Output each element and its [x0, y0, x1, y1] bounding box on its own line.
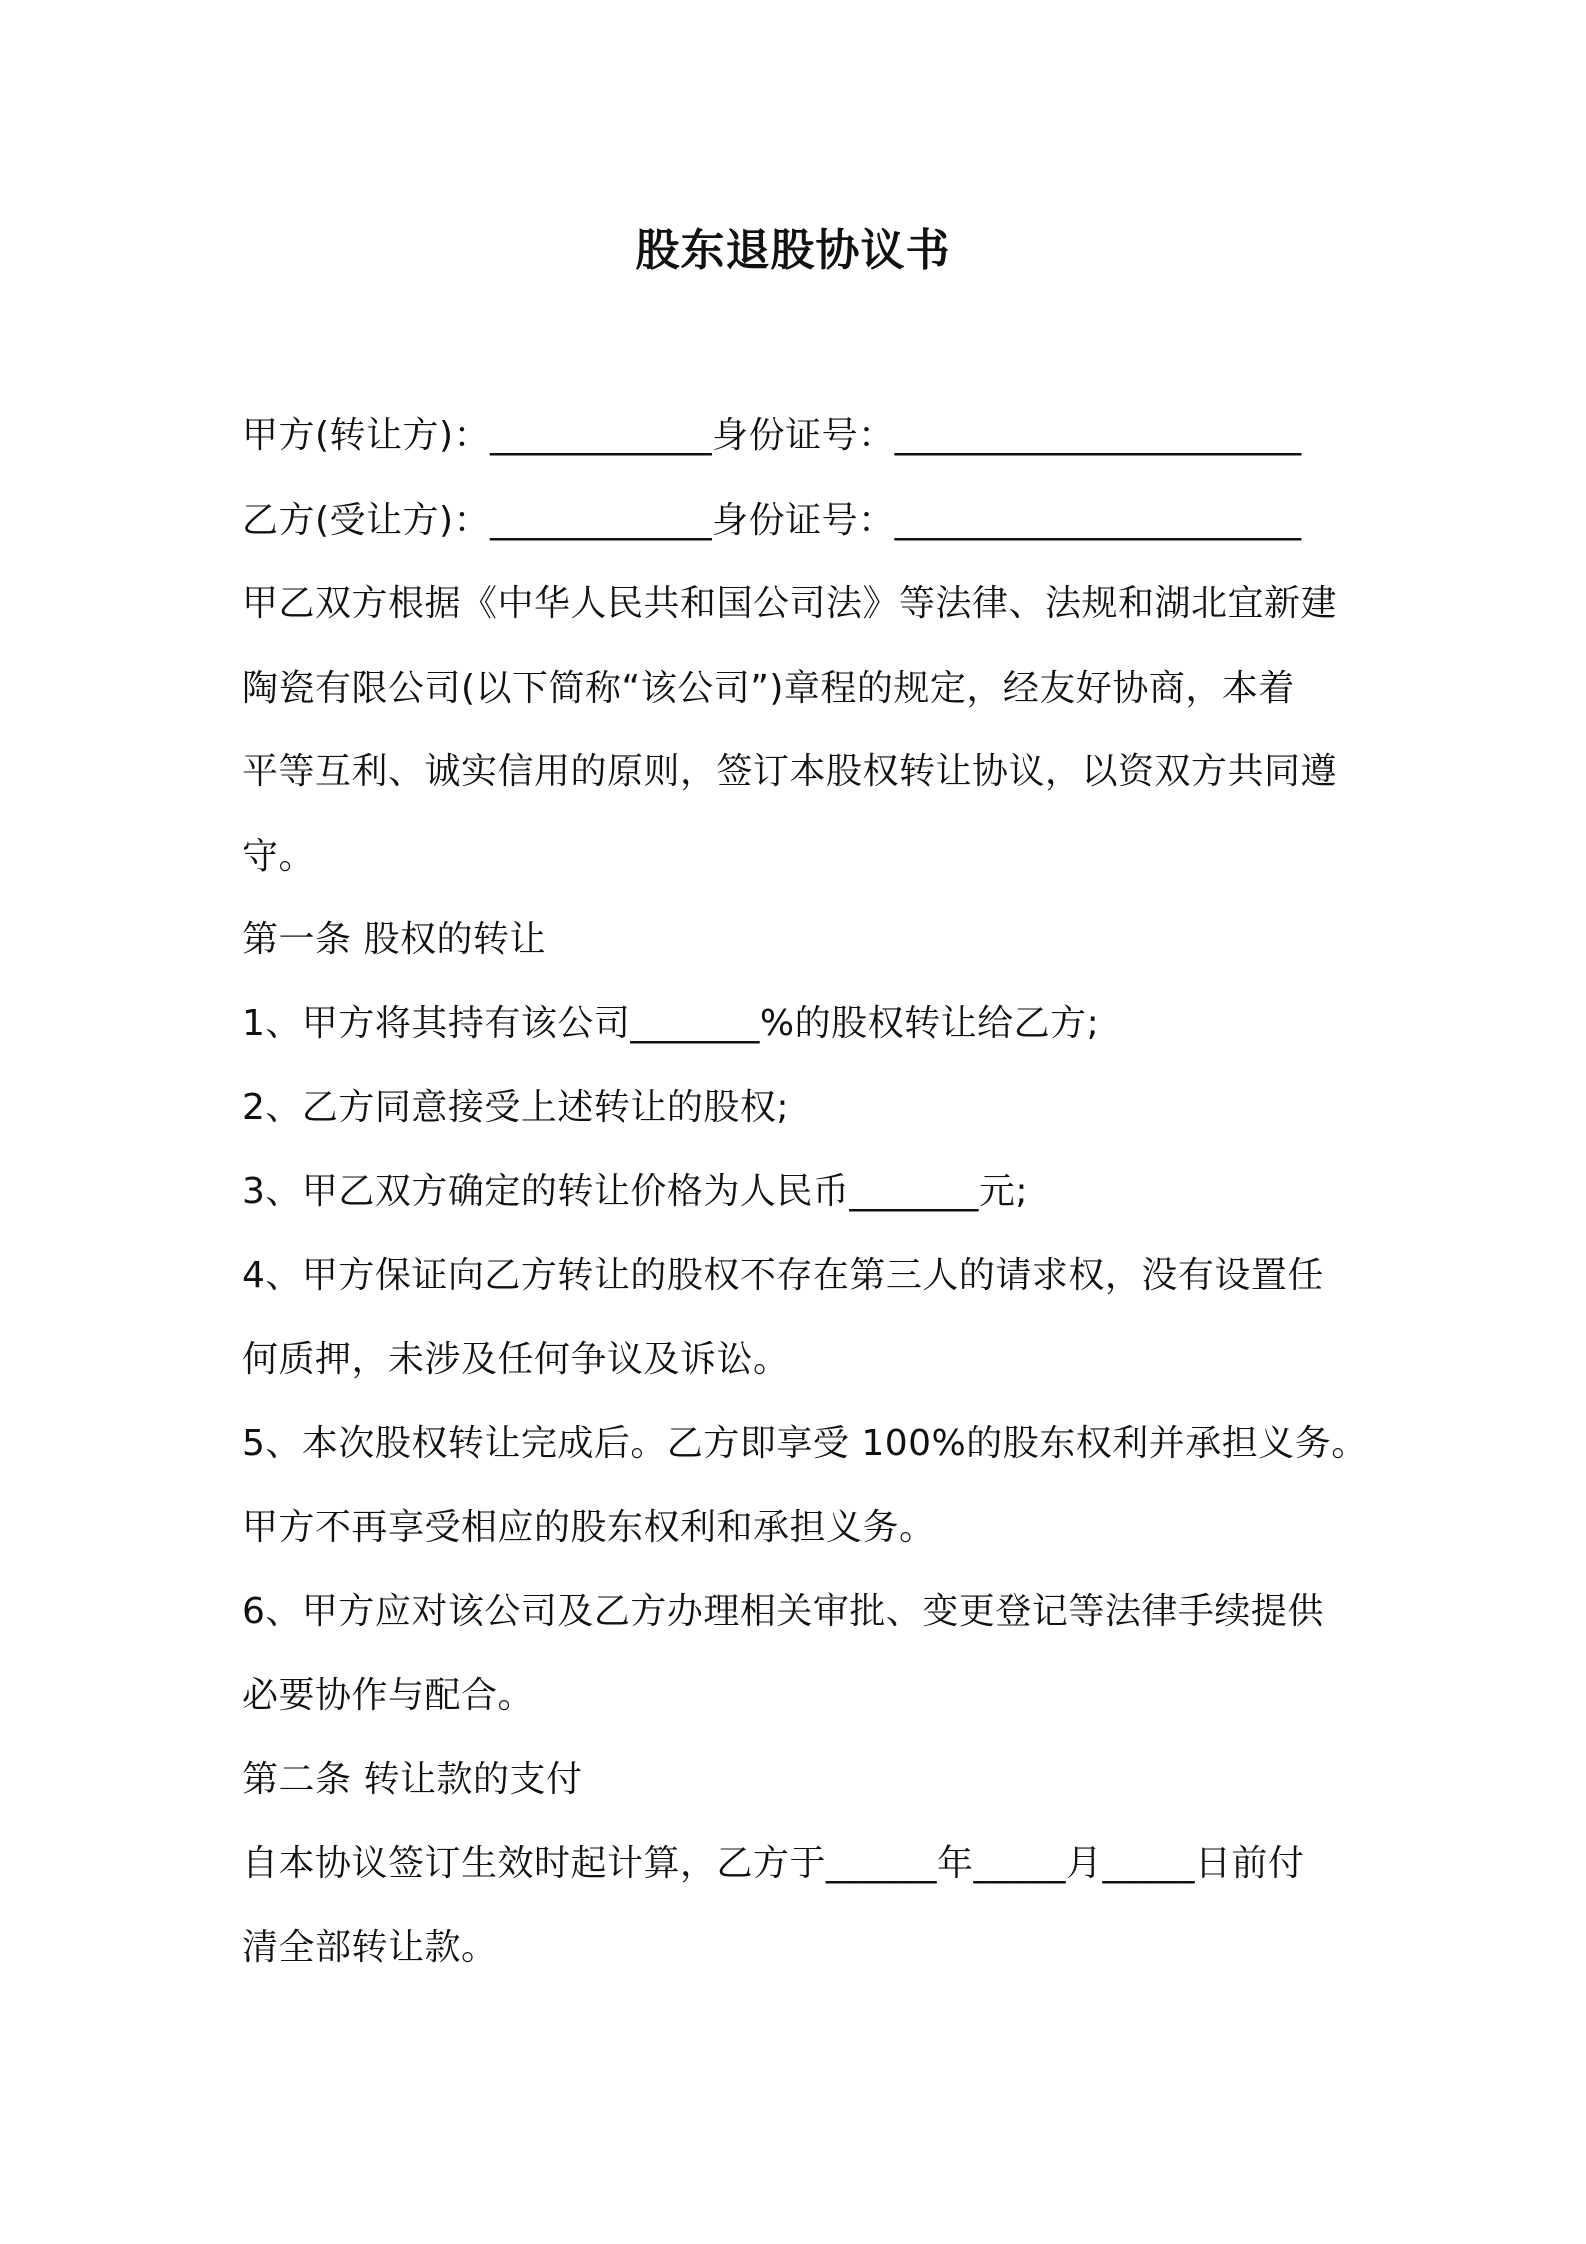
preamble-line-4: 守。: [242, 836, 316, 877]
clause-5-line-2: 甲方不再享受相应的股东权利和承担义务。: [242, 1507, 936, 1548]
clause-4-line-1: 4、甲方保证向乙方转让的股权不存在第三人的请求权，没有设置任: [242, 1255, 1324, 1296]
clause-3: 3、甲乙双方确定的转让价格为人民币_______元;: [242, 1171, 1029, 1212]
payment-line-2: 清全部转让款。: [242, 1927, 498, 1968]
clause-4-line-2: 何质押，未涉及任何争议及诉讼。: [242, 1339, 790, 1380]
article-2-heading: 第二条 转让款的支付: [242, 1759, 583, 1800]
preamble-line-1: 甲乙双方根据《中华人民共和国公司法》等法律、法规和湖北宜新建: [242, 583, 1338, 624]
clause-2: 2、乙方同意接受上述转让的股权;: [242, 1087, 790, 1128]
preamble-line-3: 平等互利、诚实信用的原则，签订本股权转让协议，以资双方共同遵: [242, 751, 1338, 792]
clause-6-line-1: 6、甲方应对该公司及乙方办理相关审批、变更登记等法律手续提供: [242, 1591, 1324, 1632]
preamble-line-2: 陶瓷有限公司(以下简称“该公司”)章程的规定，经友好协商，本着: [242, 668, 1295, 709]
party-b-line: 乙方(受让方)：____________身份证号：______________________: [242, 500, 1302, 541]
clause-6-line-2: 必要协作与配合。: [242, 1675, 535, 1716]
clause-1: 1、甲方将其持有该公司_______%的股权转让给乙方;: [242, 1003, 1100, 1044]
article-1-heading: 第一条 股权的转让: [242, 919, 546, 960]
clause-5-line-1: 5、本次股权转让完成后。乙方即享受 100%的股东权利并承担义务。: [242, 1423, 1368, 1464]
document-title: 股东退股协议书: [635, 225, 951, 276]
payment-line-1: 自本协议签订生效时起计算，乙方于______年_____月_____日前付: [242, 1843, 1305, 1884]
party-a-line: 甲方(转让方)：____________身份证号：______________________: [242, 415, 1302, 456]
